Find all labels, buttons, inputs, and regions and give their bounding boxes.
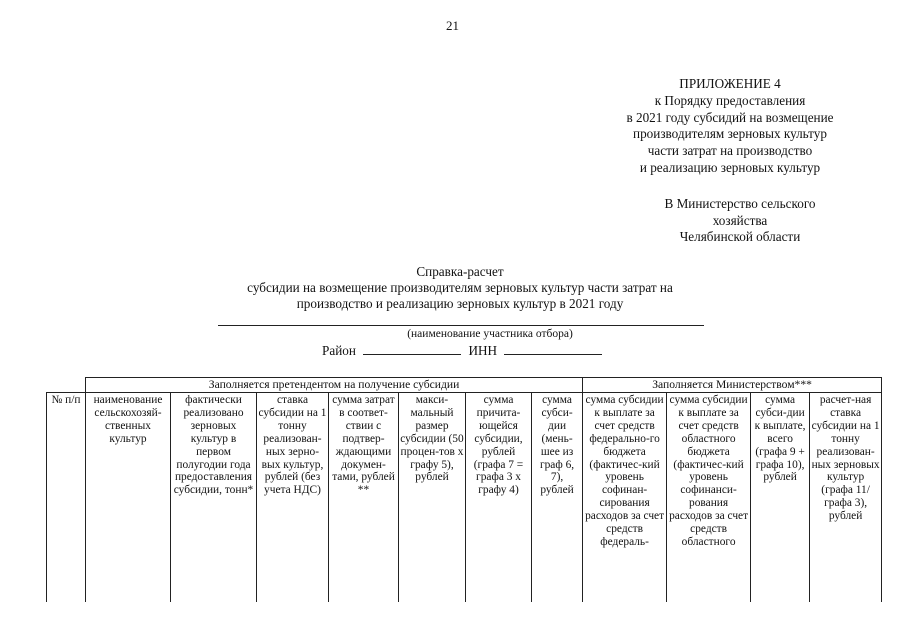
col-header-2: наименование сельскохозяй-ственных культур — [86, 393, 171, 603]
title-line: производство и реализацию зерновых культур в 2021 году — [296, 296, 624, 312]
group-header-empty — [47, 378, 86, 393]
region-blank — [363, 343, 461, 355]
title-heading: Справка-расчет — [416, 264, 504, 279]
column-header-row — [47, 393, 882, 603]
col-header-11: сумма субси-дии к выплате, всего (графа 9 + графа 10), рублей — [751, 393, 810, 603]
addressee-block — [630, 196, 850, 246]
document-title — [120, 264, 800, 313]
addressee-line: Челябинской области — [679, 229, 801, 245]
appendix-block — [600, 76, 860, 177]
col-header-5: сумма затрат в соответ-ствии с подтвер-ждающими докумен-тами, рублей ** — [329, 393, 399, 603]
appendix-line: к Порядку предоставления — [654, 92, 806, 108]
addressee-line: В Министерство сельского — [664, 196, 816, 211]
addressee-line: хозяйства — [712, 212, 768, 228]
col-header-12: расчет-ная ставка субсидии на 1 тонну реализован-ных зерновых культур (графа 11/ графа 3), рублей — [810, 393, 882, 603]
group-header-applicant: Заполняется претендентом на получение субсидии — [86, 378, 583, 393]
appendix-line: производителям зерновых культур — [633, 126, 827, 142]
col-header-3: фактически реализовано зерновых культур в первом полугодии года предоставления субсидии, тонн* — [171, 393, 257, 603]
col-header-8: сумма субси-дии (мень-шее из граф 6, 7), рублей — [532, 393, 583, 603]
calculation-table — [46, 377, 882, 602]
appendix-line: в 2021 году субсидий на возмещение — [626, 109, 834, 125]
appendix-title: ПРИЛОЖЕНИЕ 4 — [679, 76, 781, 91]
appendix-line: и реализацию зерновых культур — [639, 159, 821, 175]
col-header-10: сумма субсидии к выплате за счет средств областного бюджета (фактичес-кий уровень софинанси-рования расходов за счет средств областного — [667, 393, 751, 603]
col-header-1: № п/п — [47, 393, 86, 603]
col-header-9: сумма субсидии к выплате за счет средств федерально-го бюджета (фактичес-кий уровень софинан-сирования расходов за счет средств федераль- — [583, 393, 667, 603]
region-label: Район — [322, 343, 356, 358]
col-header-4: ставка субсидии на 1 тонну реализован-ных зерно-вых культур, рублей (без учета НДС) — [257, 393, 329, 603]
col-header-6: макси-мальный размер субсидии (50 процен-тов х графу 5), рублей — [399, 393, 466, 603]
group-header-ministry: Заполняется Министерством*** — [583, 378, 882, 393]
region-inn-row — [322, 343, 602, 359]
group-header-row — [47, 378, 882, 393]
col-header-7: сумма причита-ющейся субсидии, рублей (графа 7 = графа 3 х графу 4) — [466, 393, 532, 603]
title-line: субсидии на возмещение производителям зерновых культур части затрат на — [247, 280, 673, 296]
participant-hint: (наименование участника отбора) — [407, 328, 573, 340]
inn-label: ИНН — [468, 343, 498, 358]
inn-blank — [504, 343, 602, 355]
page-number: 21 — [446, 18, 459, 33]
participant-name-line — [218, 325, 704, 326]
appendix-line: части затрат на производство — [647, 143, 813, 159]
